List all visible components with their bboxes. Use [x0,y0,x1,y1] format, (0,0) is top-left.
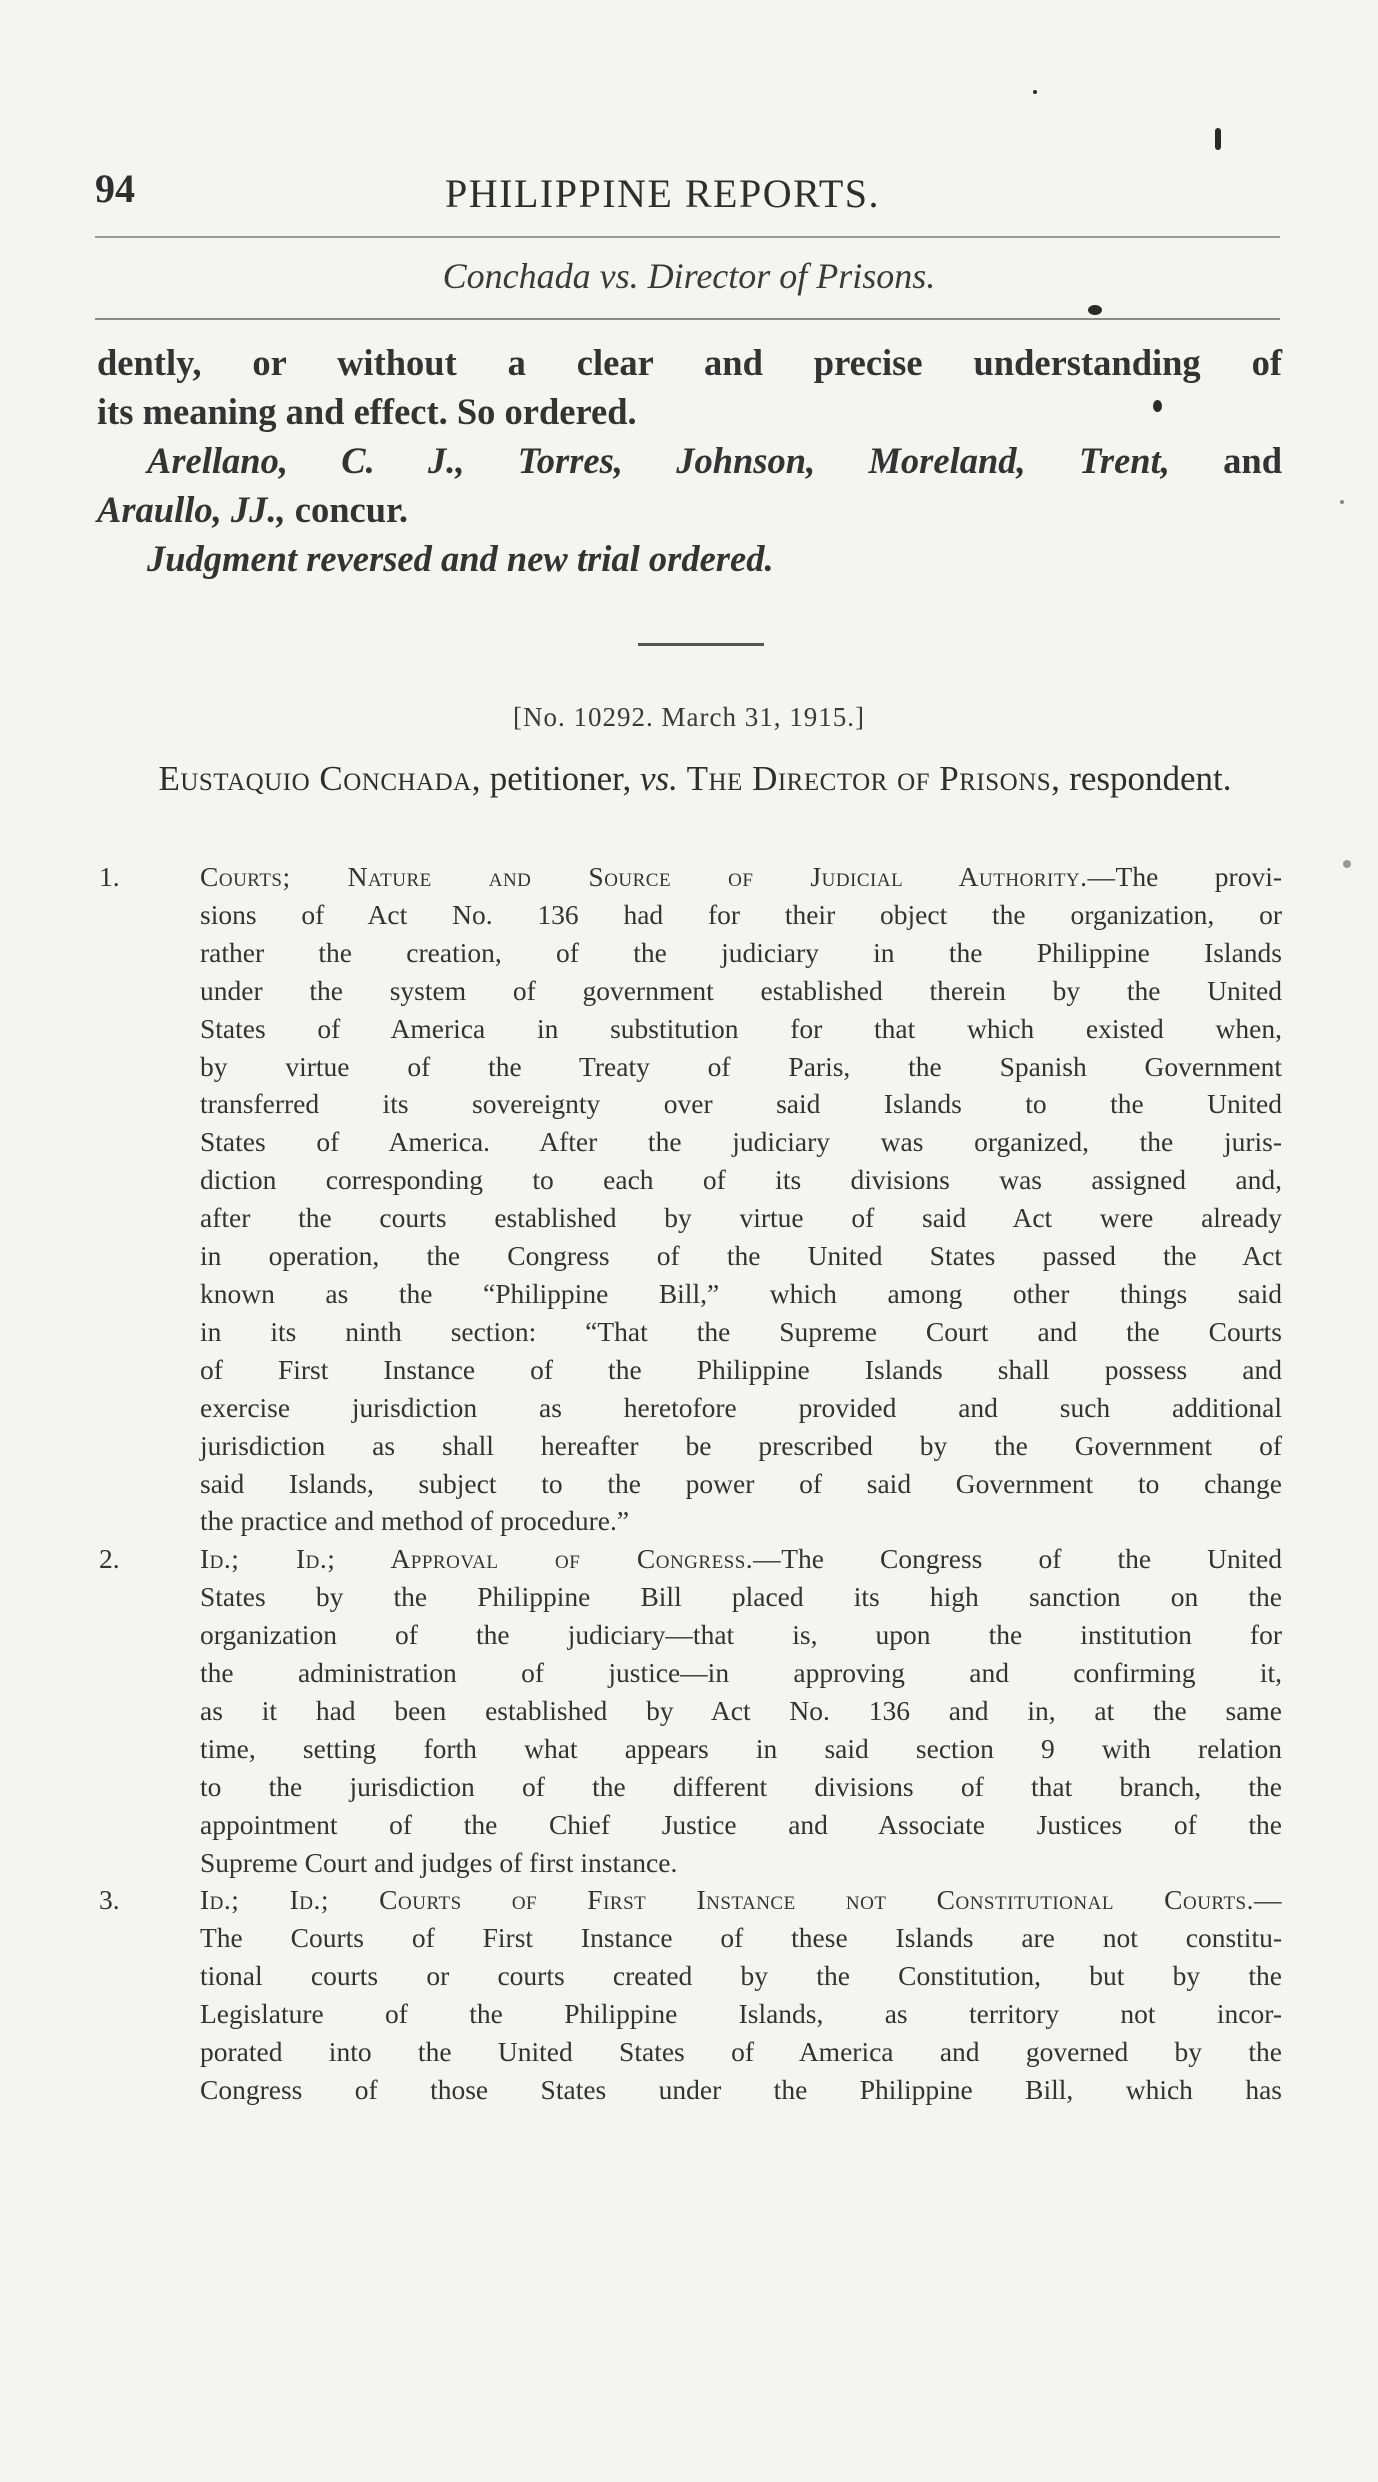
case-caption: Conchada vs. Director of Prisons. [442,256,936,296]
scan-speck [1343,860,1351,868]
syllabus-line: time, setting forth what appears in said section 9 with relation [200,1732,1282,1764]
respondent-name: The Director of Prisons, [686,759,1061,798]
scan-speck [1088,305,1102,315]
page-number: 94 [95,166,135,211]
syllabus-line: diction corresponding to each of its divisions was assigned and, [200,1164,1282,1196]
syllabus-line: appointment of the Chief Justice and Associate Justices of the [200,1808,1282,1840]
petitioner-name: Eustaquio Conchada, [158,759,481,798]
syllabus-line: of First Instance of the Philippine Islands shall possess and [200,1353,1282,1385]
syllabus-line: organization of the judiciary—that is, upon the institution for [200,1619,1282,1651]
respondent-role: respondent. [1069,759,1232,798]
case-parties [130,755,1260,802]
concurrence-line-1 [97,436,1282,485]
syllabus-number: 2. [99,1543,120,1575]
syllabus-line: the administration of justice—in approving and confirming it, [200,1657,1282,1689]
syllabus-line: sions of Act No. 136 had for their object the organization, or [200,898,1282,930]
syllabus-line: transferred its sovereignty over said Islands to the United [200,1088,1282,1120]
syllabus-line: Supreme Court and judges of first instance. [200,1846,678,1878]
syllabus-line: exercise jurisdiction as heretofore provided and such additional [200,1391,1282,1423]
syllabus-line: rather the creation, of the judiciary in the Philippine Islands [200,936,1282,968]
syllabus-item [97,858,1282,1540]
syllabus-heading: Courts; Nature and Source of Judicial Authority.— [200,861,1116,892]
syllabus-line: as it had been established by Act No. 136 and in, at the same [200,1694,1282,1726]
scan-speck [1033,90,1037,94]
caption-rule [95,318,1280,320]
syllabus-line: after the courts established by virtue of said Act were already [200,1202,1282,1234]
concurring-justices-2: Araullo, JJ., [97,489,286,530]
syllabus-line: tional courts or courts created by the Constitution, but by the [200,1960,1282,1992]
syllabus-heading: Id.; Id.; Courts of First Instance not Constitutional Courts.— [200,1884,1282,1916]
versus: vs. [639,759,678,798]
syllabus-line: States by the Philippine Bill placed its high sanction on the [200,1581,1282,1613]
syllabus-line: the practice and method of procedure.” [200,1505,630,1537]
syllabus-number: 3. [99,1884,120,1916]
syllabus-line: by virtue of the Treaty of Paris, the Spanish Government [200,1050,1282,1082]
syllabus-line [200,1540,1282,1578]
concur-and: and [1223,440,1283,481]
scan-speck [1153,400,1162,412]
syllabus-item [97,1540,1282,1881]
syllabus-line: porated into the United States of America and governed by the [200,2036,1282,2068]
syllabus [97,858,1282,2109]
opinion-line-2: its meaning and effect. So ordered. [97,391,637,432]
prior-opinion-end [97,338,1282,583]
syllabus-line: under the system of government established therein by the United [200,974,1282,1006]
judgment-line: Judgment reversed and new trial ordered. [147,538,774,579]
syllabus-line: States of America. After the judiciary was organized, the juris- [200,1126,1282,1158]
header-rule [95,236,1280,238]
concurring-justices: Arellano, C. J., Torres, Johnson, Moreland, Trent, [147,440,1170,481]
syllabus-line: said Islands, subject to the power of said Government to change [200,1467,1282,1499]
syllabus-line [200,858,1282,896]
concurrence-line-2 [97,485,1282,534]
syllabus-line-text: The Congress of the United [781,1543,1282,1575]
syllabus-number: 1. [99,861,120,892]
syllabus-line-text: The provi- [1115,861,1282,892]
syllabus-line: in its ninth section: “That the Supreme Court and the Courts [200,1315,1282,1347]
syllabus-line [200,1881,1282,1919]
syllabus-line: jurisdiction as shall hereafter be prescribed by the Government of [200,1429,1282,1461]
syllabus-line: in operation, the Congress of the United States passed the Act [200,1240,1282,1272]
concur-verb: concur. [294,489,408,530]
docket-number: [No. 10292. March 31, 1915.] [513,702,865,732]
syllabus-line: Congress of those States under the Philippine Bill, which has [200,2074,1282,2105]
scan-speck [1215,128,1221,150]
syllabus-line: known as the “Philippine Bill,” which among other things said [200,1277,1282,1309]
running-title: PHILIPPINE REPORTS. [445,171,881,216]
opinion-line-1: dently, or without a clear and precise understanding of [97,342,1282,383]
syllabus-line: to the jurisdiction of the different divisions of that branch, the [200,1770,1282,1802]
syllabus-item [97,1881,1282,2108]
syllabus-line: The Courts of First Instance of these Islands are not constitu- [200,1922,1282,1954]
petitioner-role: petitioner, [489,759,632,798]
section-separator [638,643,764,646]
syllabus-line: States of America in substitution for that which existed when, [200,1012,1282,1044]
scan-speck [1340,500,1344,504]
syllabus-line: Legislature of the Philippine Islands, as territory not incor- [200,1998,1282,2030]
syllabus-heading: Id.; Id.; Approval of Congress.— [200,1543,782,1575]
